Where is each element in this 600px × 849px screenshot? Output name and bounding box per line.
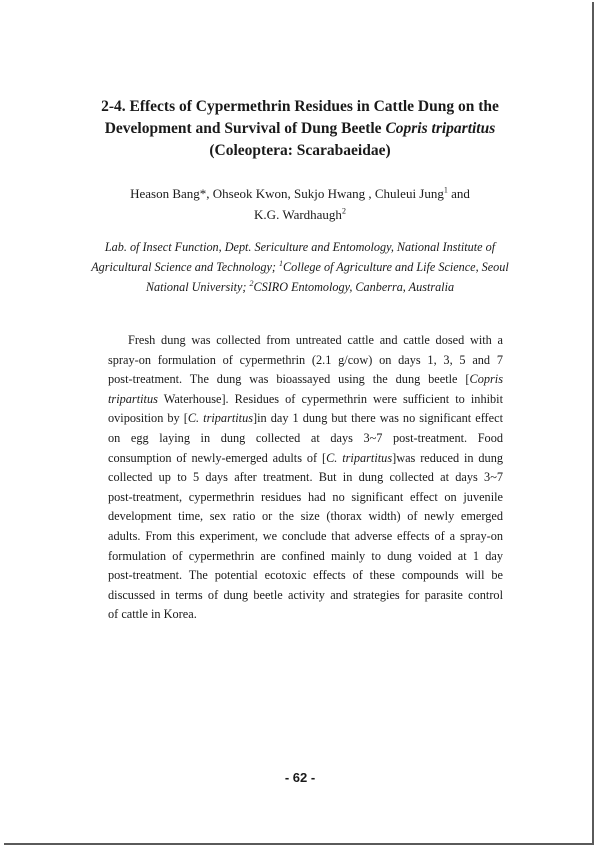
author-affil-mark-2: 2 xyxy=(341,206,346,216)
affiliation-line-3 xyxy=(70,277,530,297)
abstract-line: post-treatment. The potential ecotoxic effects of these compounds will be xyxy=(108,568,503,583)
abstract-text: Waterhouse]. Residues of cypermethrin were sufficient to inhibit xyxy=(157,391,503,406)
abstract-body xyxy=(108,331,503,625)
affiliation-mark-2: 2 xyxy=(249,278,254,288)
abstract-line: Fresh dung was collected from untreated cattle and cattle dosed with a xyxy=(128,333,503,347)
abstract-line: development time, sex ratio or the size (thorax width) of newly emerged xyxy=(108,509,503,524)
abstract-text: post-treatment. The dung was bioassayed using the dung beetle [ xyxy=(108,372,470,387)
affiliation-2b: College of Agriculture and Life Science, Seoul xyxy=(282,260,509,274)
author-line-1 xyxy=(80,183,520,204)
page-number: - 62 - xyxy=(284,770,316,785)
abstract-line: formulation of cypermethrin are confined mainly to dung voided at 1 day xyxy=(108,548,503,563)
title-line-2-text: Development and Survival of Dung Beetle xyxy=(104,120,386,137)
abstract-text: consumption of newly-emerged adults of [ xyxy=(108,450,327,465)
affiliation-3b: CSIRO Entomology, Canberra, Australia xyxy=(253,280,455,294)
abstract-text: oviposition by [ xyxy=(108,411,188,426)
abstract-line: collected up to 5 days after treatment. But in dung collected at days 3~7 xyxy=(108,470,503,485)
author-and: and xyxy=(447,186,470,201)
author-affil-mark-1: 1 xyxy=(443,185,448,195)
abstract-line: on egg laying in dung collected at days 3~7 post-treatment. Food xyxy=(108,430,503,445)
author-line-2 xyxy=(80,204,520,225)
title-species-name: Copris tripartitus xyxy=(385,120,496,137)
species-name-italic: Copris xyxy=(469,372,503,387)
author-names-2: K.G. Wardhaugh xyxy=(254,207,342,222)
title-line-1: 2-4. Effects of Cypermethrin Residues in Cattle Dung on the xyxy=(101,98,499,115)
abstract-line xyxy=(108,390,503,410)
title-line-2 xyxy=(60,118,540,140)
affiliation-2a: Agricultural Science and Technology; xyxy=(91,260,279,274)
abstract-text: ]was reduced in dung xyxy=(392,450,503,465)
author-list xyxy=(80,183,520,225)
affiliation-line-1: Lab. of Insect Function, Dept. Sericulture and Entomology, National Institute of xyxy=(104,240,496,254)
abstract-line: adults. From this experiment, we conclude that adverse effects of a spray-on xyxy=(108,528,503,543)
abstract-line-last: of cattle in Korea. xyxy=(108,607,197,622)
abstract-line: spray-on formulation of cypermethrin (2.1 g/cow) on days 1, 3, 5 and 7 xyxy=(108,352,503,367)
affiliation-line-2 xyxy=(70,257,530,277)
abstract-line xyxy=(108,409,503,429)
affiliations xyxy=(70,237,530,297)
abstract-line: discussed in terms of dung beetle activity and strategies for parasite control xyxy=(108,587,503,602)
abstract-line: post-treatment, cypermethrin residues had no significant effect on juvenile xyxy=(108,489,503,504)
affiliation-3a: National University; xyxy=(145,280,250,294)
author-names-1: Heason Bang*, Ohseok Kwon, Sukjo Hwang , Chuleui Jung xyxy=(130,186,444,201)
abstract-text: ]in day 1 dung but there was no significant effect xyxy=(253,411,503,426)
affiliation-mark-1: 1 xyxy=(278,258,283,268)
abstract-line xyxy=(108,370,503,390)
paper-title xyxy=(60,96,540,162)
species-name-italic: C. tripartitus xyxy=(187,411,254,426)
abstract-line xyxy=(108,449,503,469)
species-name-italic: C. tripartitus xyxy=(326,450,393,465)
species-name-italic: tripartitus xyxy=(108,391,158,406)
title-line-3: (Coleoptera: Scarabaeidae) xyxy=(209,142,391,159)
